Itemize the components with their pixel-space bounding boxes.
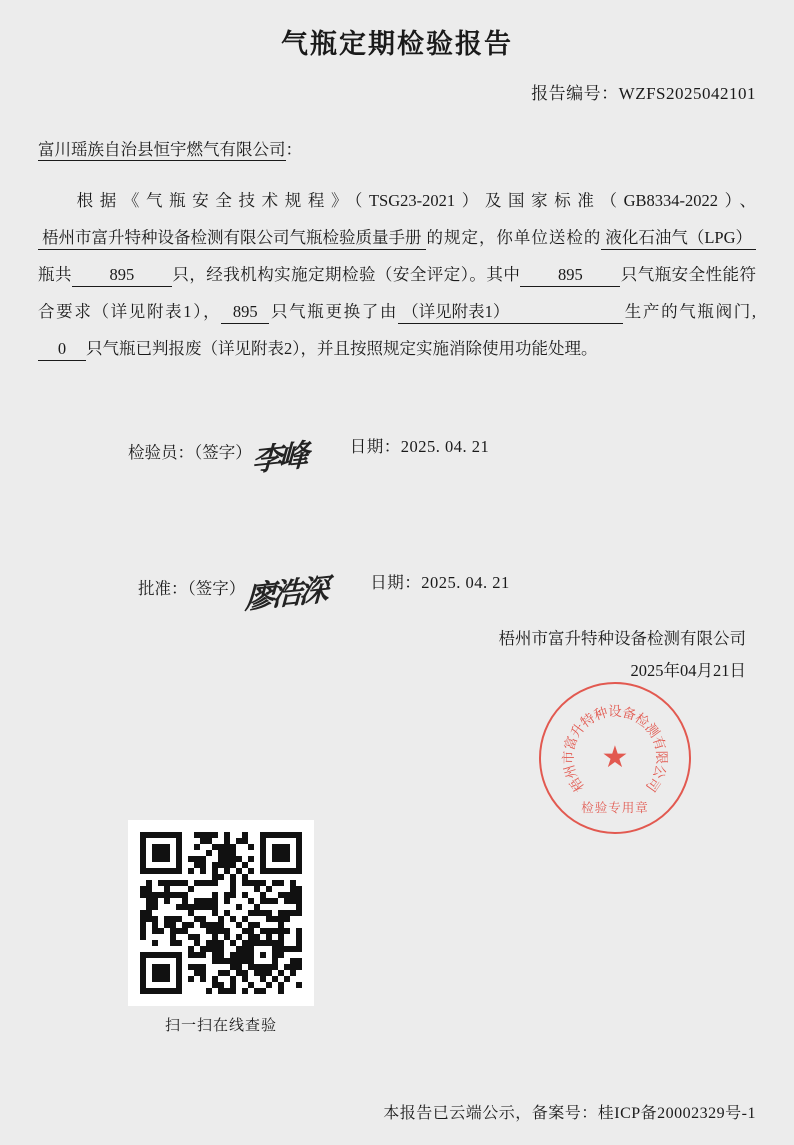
addressee-name: 富川瑶族自治县恒宇燃气有限公司 xyxy=(38,140,286,159)
approver-date xyxy=(370,569,510,593)
report-number-label: 报告编号： xyxy=(531,84,619,103)
approver-date-label: 日期： xyxy=(370,573,422,592)
seal-star-icon: ★ xyxy=(601,741,629,774)
qr-code[interactable] xyxy=(128,820,314,1006)
body-clause-2: 的规定，你单位送检的 xyxy=(425,228,602,247)
qualified-count-fill: 895 xyxy=(520,264,620,287)
inspector-date-label: 日期： xyxy=(349,437,401,456)
body-clause-6: 只气瓶更换了由 xyxy=(269,302,399,321)
qr-code-image xyxy=(140,832,302,994)
approver-date-value: 2025. 04. 21 xyxy=(421,573,510,592)
total-count-fill: 895 xyxy=(72,264,172,287)
seal-bottom-text: 检验专用章 xyxy=(581,801,649,815)
report-number xyxy=(0,79,794,104)
footer-note: 本报告已云端公示，备案号：桂ICP备20002329号-1 xyxy=(383,1105,756,1122)
addressee-colon: ： xyxy=(285,140,302,159)
page-title: 气瓶定期检验报告 xyxy=(281,29,513,59)
inspector-date-value: 2025. 04. 21 xyxy=(400,437,490,456)
inspector-label: 检验员：（签字） xyxy=(128,443,252,462)
valve-maker-fill: （详见附表1） xyxy=(398,301,623,324)
inspector-signature-block xyxy=(0,423,794,489)
inspector-date xyxy=(350,433,490,457)
body-clause-4: 只，经我机构实施定期检验（安全评定）。其中 xyxy=(171,265,521,284)
addressee-line xyxy=(0,136,794,160)
official-seal xyxy=(539,682,691,834)
scrapped-count-fill: 0 xyxy=(38,338,86,361)
approver-signature-block xyxy=(0,559,794,619)
body-clause-7: 生产的气瓶阀门, xyxy=(623,302,757,321)
report-body xyxy=(0,182,794,367)
issuer-block xyxy=(0,623,794,687)
approver-label: 批准：（签字） xyxy=(138,579,246,598)
report-page xyxy=(0,22,794,1145)
qr-caption: 扫一扫在线查验 xyxy=(164,1018,277,1034)
report-number-value: WZFS2025042101 xyxy=(618,84,756,103)
body-clause-3: 瓶共 xyxy=(38,265,72,284)
approver-signature: 廖浩深 xyxy=(244,572,327,617)
body-clause-8: 只气瓶已判报废（详见附表2），并且按照规定实施消除使用功能处理。 xyxy=(86,339,598,358)
standard-fill: 梧州市富升特种设备检测有限公司气瓶检验质量手册 xyxy=(38,227,426,250)
body-clause-1: 根据《气瓶安全技术规程》（TSG23-2021）及国家标准（GB8334-2022）、 xyxy=(70,191,756,210)
qr-section xyxy=(128,820,314,1035)
inspector-signature: 李峰 xyxy=(251,438,307,480)
medium-fill: 液化石油气（LPG） xyxy=(601,227,756,250)
body-clause-5: 只气瓶安全性能符合要求（详见附表1）， xyxy=(38,265,756,321)
issuer-date: 2025年04月21日 xyxy=(630,661,746,680)
issuer-company: 梧州市富升特种设备检测有限公司 xyxy=(498,629,746,648)
valve-replaced-count-fill: 895 xyxy=(221,301,269,324)
seal-arc-text: 梧 州 市 富 升 特 种 设 备 检 测 有 限 公 司 xyxy=(560,704,670,795)
